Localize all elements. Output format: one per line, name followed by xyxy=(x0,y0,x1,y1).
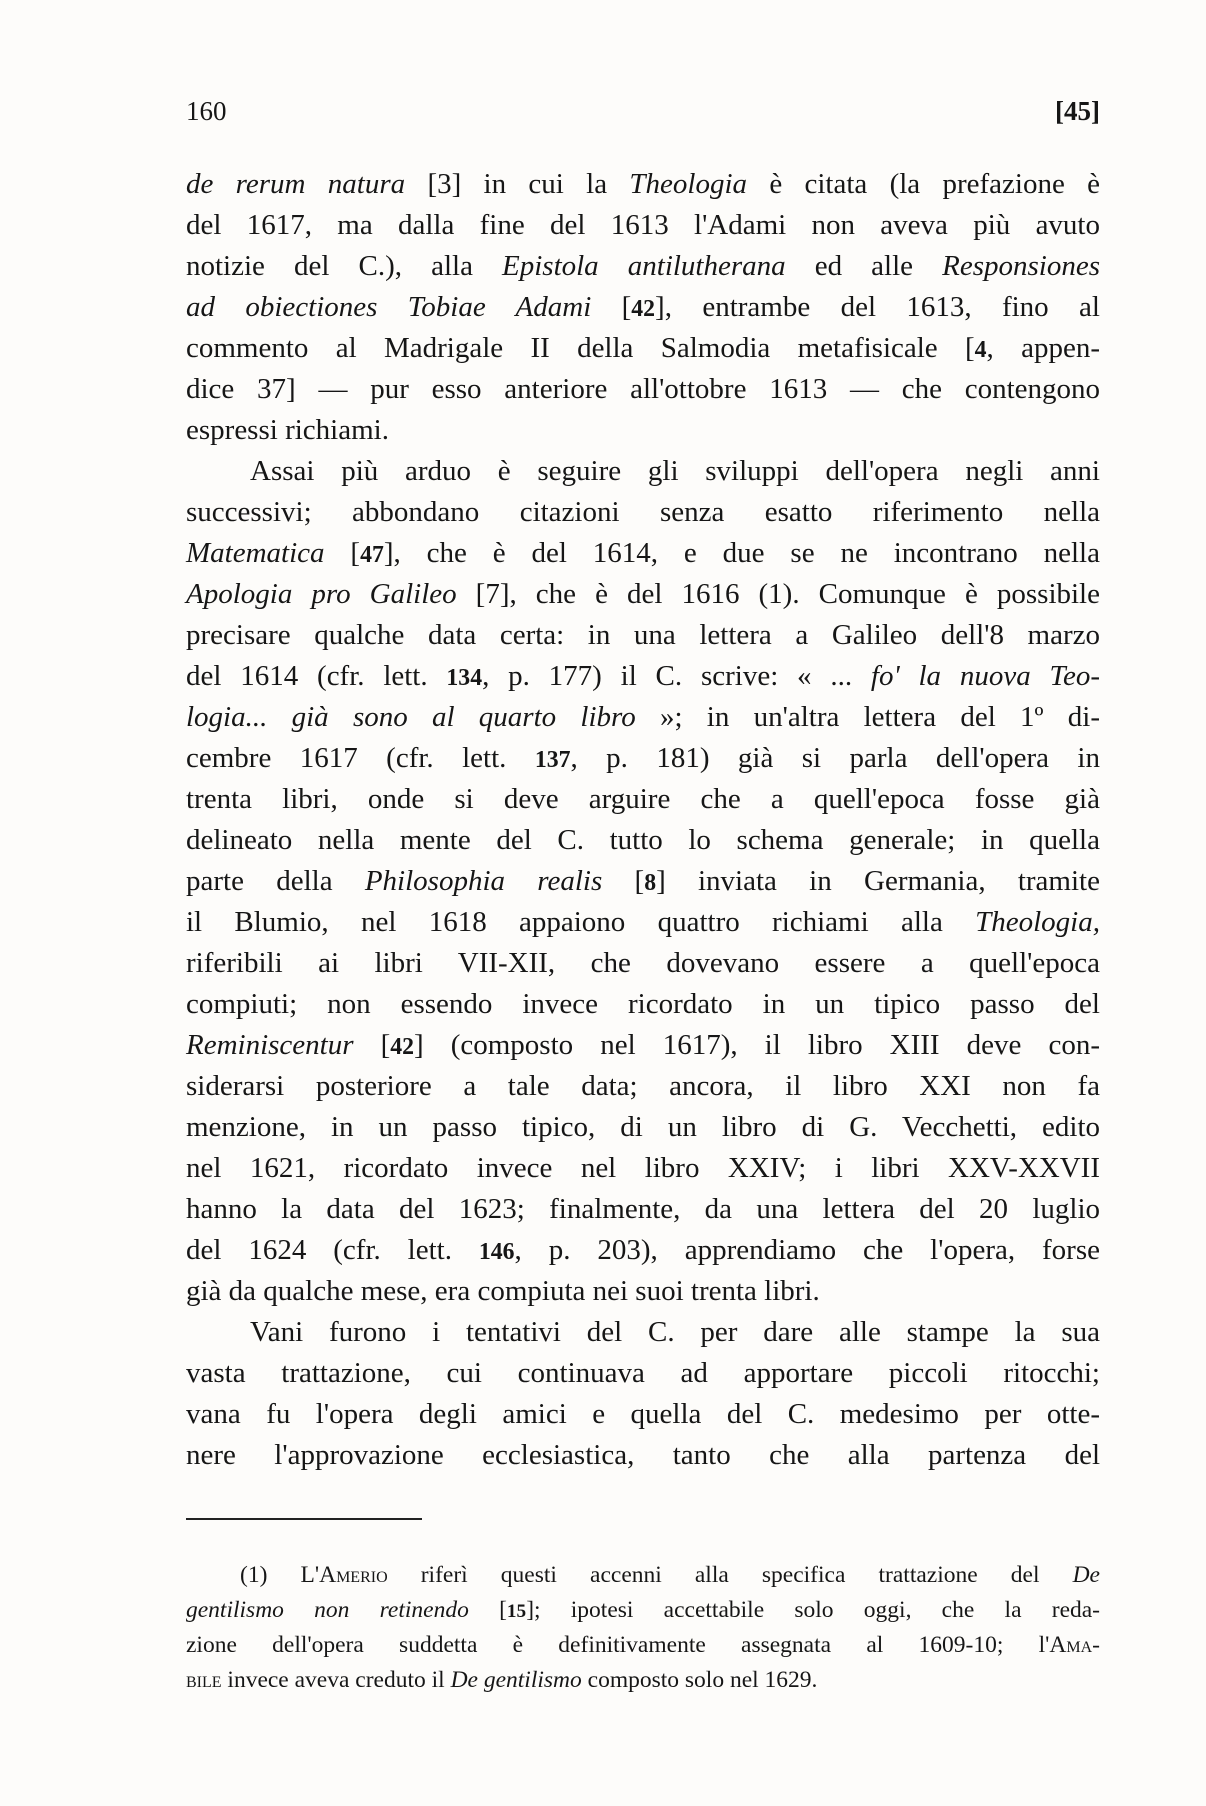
text-run: 47 xyxy=(360,542,384,568)
body-line xyxy=(186,656,1100,697)
text-run: , p. 177) il C. scrive: « ... xyxy=(482,660,871,692)
text-run: Epistola antilutherana xyxy=(502,250,786,282)
body-line xyxy=(186,1189,1100,1230)
text-run: nel 1621, ricordato invece nel libro XXIV; i libri XXV-XXVII xyxy=(186,1152,1100,1184)
body-line xyxy=(186,164,1100,205)
footnote-line xyxy=(186,1663,1100,1698)
text-run: Assai più arduo è seguire gli sviluppi dell'opera negli anni xyxy=(250,455,1100,487)
text-run: vana fu l'opera degli amici e quella del C. medesimo per otte- xyxy=(186,1398,1100,1430)
body-line xyxy=(186,1394,1100,1435)
body-line xyxy=(186,1230,1100,1271)
body-line xyxy=(186,1025,1100,1066)
text-run: commento al Madrigale II della Salmodia metafisicale [ xyxy=(186,332,975,364)
text-run: notizie del C.), alla xyxy=(186,250,503,282)
text-run: compiuti; non essendo invece ricordato in un tipico passo del xyxy=(186,988,1100,1020)
text-run: ], che è del 1614, e due se ne incontrano nella xyxy=(383,537,1100,569)
text-run: invece aveva creduto il xyxy=(221,1667,451,1693)
text-run: Amerio xyxy=(319,1562,388,1588)
body-line xyxy=(186,615,1100,656)
text-run: [7], che è del 1616 (1). Comunque è possibile xyxy=(456,578,1100,610)
footnote-rule xyxy=(186,1518,422,1520)
text-run: precisare qualche data certa: in una lettera a Galileo dell'8 marzo xyxy=(186,619,1100,651)
text-run: 4 xyxy=(974,337,987,363)
section-number: [45] xyxy=(1055,96,1100,126)
body-line xyxy=(186,369,1100,410)
text-run: 146 xyxy=(478,1239,515,1265)
text-run: 134 xyxy=(446,665,483,691)
text-run: del 1614 (cfr. lett. xyxy=(186,660,447,692)
text-run: [3] in cui la xyxy=(405,168,630,200)
text-run: composto solo nel 1629. xyxy=(581,1667,818,1693)
body-line xyxy=(186,779,1100,820)
body-line xyxy=(186,902,1100,943)
body-line xyxy=(186,1066,1100,1107)
text-run: è citata (la prefazione è xyxy=(747,168,1100,200)
text-run: dice 37] — pur esso anteriore all'ottobre 1613 — che contengono xyxy=(186,373,1100,405)
body-line xyxy=(186,1353,1100,1394)
text-run: Responsiones xyxy=(942,250,1100,282)
text-run: de rerum natura xyxy=(186,168,406,200)
text-run: ]; ipotesi accettabile solo oggi, che la reda- xyxy=(526,1597,1100,1623)
body-line xyxy=(186,205,1100,246)
text-run: successivi; abbondano citazioni senza esatto riferimento nella xyxy=(186,496,1100,528)
text-run: Matematica xyxy=(186,537,325,569)
body-line xyxy=(186,287,1100,328)
text-run: [ xyxy=(324,537,361,569)
footnote-line xyxy=(186,1628,1100,1663)
text-run: »; in un'altra lettera del 1º di- xyxy=(635,701,1100,733)
text-run: Vani furono i tentativi del C. per dare alle stampe la sua xyxy=(250,1316,1100,1348)
body-line xyxy=(186,697,1100,738)
footnote-line xyxy=(186,1593,1100,1628)
text-run: Philosophia realis xyxy=(364,865,603,897)
body-line xyxy=(186,1435,1100,1476)
text-run: cembre 1617 (cfr. lett. xyxy=(186,742,535,774)
text-run: hanno la data del 1623; finalmente, da una lettera del 20 luglio xyxy=(186,1193,1100,1225)
text-run: bile xyxy=(186,1667,222,1693)
text-run: del 1617, ma dalla fine del 1613 l'Adami non aveva più avuto xyxy=(186,209,1100,241)
text-run: 8 xyxy=(644,870,657,896)
text-run: delineato nella mente del C. tutto lo schema generale; in quella xyxy=(186,824,1100,856)
body-line xyxy=(186,1312,1100,1353)
text-run: [ xyxy=(353,1029,391,1061)
text-run: siderarsi posteriore a tale data; ancora, il libro XXI non fa xyxy=(186,1070,1100,1102)
text-run: [ xyxy=(591,291,632,323)
body-line xyxy=(186,1107,1100,1148)
body-line xyxy=(186,1271,1100,1312)
text-run: gentilismo non retinendo xyxy=(186,1597,469,1623)
footnotes xyxy=(186,1558,1100,1698)
body-line xyxy=(186,246,1100,287)
text-run: (1) L' xyxy=(240,1562,320,1588)
text-run: il Blumio, nel 1618 appaiono quattro richiami alla xyxy=(186,906,976,938)
text-run: , appen- xyxy=(986,332,1100,364)
text-run: trenta libri, onde si deve arguire che a quell'epoca fosse già xyxy=(186,783,1100,815)
body-line xyxy=(186,328,1100,369)
body-line xyxy=(186,1148,1100,1189)
text-run: , p. 203), apprendiamo che l'opera, forse xyxy=(514,1234,1100,1266)
running-header xyxy=(186,96,1100,132)
text-run: fo' la nuova Teo- xyxy=(870,660,1100,692)
text-run: [ xyxy=(602,865,645,897)
text-run: 137 xyxy=(534,747,571,773)
body-line xyxy=(186,451,1100,492)
body-line xyxy=(186,861,1100,902)
text-run: menzione, in un passo tipico, di un libro di G. Vecchetti, edito xyxy=(186,1111,1100,1143)
text-run: De gentilismo xyxy=(450,1667,582,1693)
body-line xyxy=(186,943,1100,984)
text-run: Apologia pro Galileo xyxy=(186,578,457,610)
text-run: Theologia, xyxy=(975,906,1100,938)
body-line xyxy=(186,984,1100,1025)
text-run: Theologia xyxy=(629,168,748,200)
body-line xyxy=(186,738,1100,779)
body-line xyxy=(186,492,1100,533)
text-run: De xyxy=(1072,1562,1100,1588)
text-run: Ama- xyxy=(1049,1632,1100,1658)
text-run: ad obiectiones Tobiae Adami xyxy=(186,291,592,323)
body-line xyxy=(186,410,1100,451)
text-run: zione dell'opera suddetta è definitivamente assegnata al 1609-10; l' xyxy=(186,1632,1050,1658)
text-run: riferì questi accenni alla specifica trattazione del xyxy=(387,1562,1073,1588)
body-line xyxy=(186,820,1100,861)
text-run: ], entrambe del 1613, fino al xyxy=(655,291,1100,323)
text-run: ed alle xyxy=(785,250,943,282)
text-run: 15 xyxy=(506,1601,527,1622)
text-run: espressi richiami. xyxy=(186,414,389,446)
body-line xyxy=(186,574,1100,615)
text-run: vasta trattazione, cui continuava ad apportare piccoli ritocchi; xyxy=(186,1357,1100,1389)
text-run: 42 xyxy=(631,296,656,322)
body-line xyxy=(186,533,1100,574)
text-run: ] inviata in Germania, tramite xyxy=(656,865,1100,897)
text-run: ] (composto nel 1617), il libro XIII deve con- xyxy=(414,1029,1100,1061)
body-text xyxy=(186,164,1100,1476)
text-run: [ xyxy=(468,1597,507,1623)
text-run: riferibili ai libri VII-XII, che dovevano essere a quell'epoca xyxy=(186,947,1100,979)
text-run: nere l'approvazione ecclesiastica, tanto che alla partenza del xyxy=(186,1439,1100,1471)
text-run: 42 xyxy=(390,1034,414,1060)
text-run: del 1624 (cfr. lett. xyxy=(186,1234,479,1266)
text-run: già da qualche mese, era compiuta nei suoi trenta libri. xyxy=(186,1275,820,1307)
text-run: logia... già sono al quarto libro xyxy=(186,701,636,733)
text-run: Reminiscentur xyxy=(186,1029,354,1061)
page-number: 160 xyxy=(186,96,227,126)
footnote-line xyxy=(186,1558,1100,1593)
text-run: , p. 181) già si parla dell'opera in xyxy=(570,742,1100,774)
text-run: parte della xyxy=(186,865,365,897)
